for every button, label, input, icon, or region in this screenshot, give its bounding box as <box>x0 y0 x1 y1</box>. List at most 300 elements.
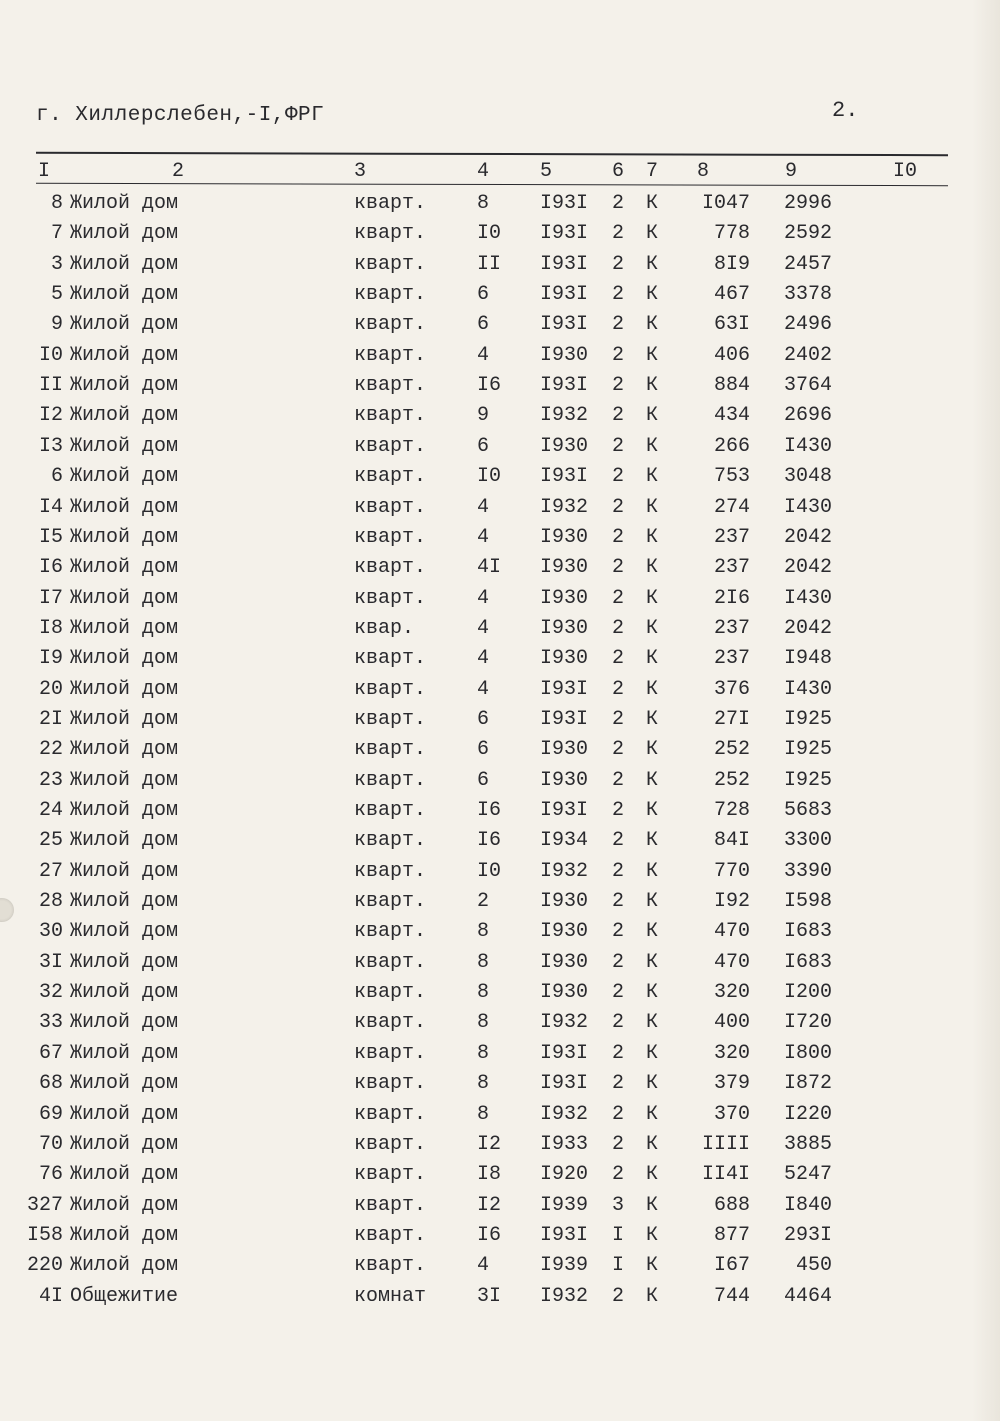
cell-building-type: Жилой дом <box>70 556 179 580</box>
cell-unit-type: кварт. <box>354 677 427 701</box>
cell-unit-type: кварт. <box>354 556 427 580</box>
cell-value: I598 <box>783 890 832 914</box>
cell-row-number: 68 <box>38 1072 63 1096</box>
cell-floors: 2 <box>612 647 625 671</box>
cell-material: К <box>646 283 659 307</box>
cell-row-number: 27 <box>38 859 63 883</box>
cell-value: 2457 <box>783 252 832 276</box>
cell-building-type: Жилой дом <box>70 920 179 944</box>
cell-building-type: Жилой дом <box>70 768 179 792</box>
cell-building-type: Жилой дом <box>70 890 179 914</box>
table-row <box>0 222 1000 252</box>
cell-year-built: I93I <box>540 313 589 337</box>
cell-year-built: I93I <box>540 707 589 731</box>
cell-unit-count: I0 <box>477 859 502 883</box>
cell-row-number: I5 <box>38 525 63 549</box>
table-row <box>0 1163 1000 1193</box>
cell-year-built: I93I <box>540 283 589 307</box>
cell-row-number: 4I <box>38 1284 63 1308</box>
cell-value: I430 <box>783 677 832 701</box>
cell-material: К <box>646 799 659 822</box>
cell-unit-count: I2 <box>477 1193 502 1217</box>
cell-row-number: 8 <box>50 192 63 215</box>
table-row <box>0 465 1000 495</box>
table-row <box>0 738 1000 768</box>
cell-value: 2042 <box>783 525 832 549</box>
cell-building-type: Жилой дом <box>70 404 179 428</box>
table-row <box>0 496 1000 526</box>
table-row <box>0 526 1000 556</box>
cell-material: К <box>646 586 659 610</box>
cell-row-number: I4 <box>38 495 63 519</box>
cell-year-built: I930 <box>540 525 589 549</box>
cell-unit-type: кварт. <box>354 1072 427 1096</box>
cell-building-type: Жилой дом <box>70 950 179 974</box>
cell-unit-count: 6 <box>477 738 490 762</box>
table-row <box>0 769 1000 799</box>
cell-unit-type: кварт. <box>354 920 427 944</box>
cell-area: 400 <box>713 1011 750 1035</box>
cell-year-built: I939 <box>540 1193 589 1217</box>
cell-building-type: Жилой дом <box>70 829 179 853</box>
cell-unit-count: 4 <box>477 647 490 671</box>
cell-unit-count: 3I <box>477 1284 502 1308</box>
cell-area: 434 <box>713 404 750 428</box>
table-row <box>0 647 1000 677</box>
cell-unit-type: кварт. <box>354 707 427 731</box>
cell-value: 2042 <box>783 556 832 580</box>
cell-year-built: I930 <box>540 768 589 792</box>
cell-row-number: 327 <box>26 1193 63 1217</box>
cell-material: К <box>646 313 659 337</box>
cell-unit-type: кварт. <box>354 890 427 914</box>
table-row <box>0 1072 1000 1102</box>
cell-year-built: I932 <box>540 1284 589 1308</box>
cell-year-built: I930 <box>540 738 589 762</box>
cell-material: К <box>646 1102 659 1126</box>
cell-building-type: Жилой дом <box>70 222 179 246</box>
table-row <box>0 344 1000 374</box>
table-row <box>0 951 1000 981</box>
cell-unit-type: кварт. <box>354 647 427 671</box>
cell-unit-count: 8 <box>477 981 490 1005</box>
cell-row-number: 28 <box>38 890 63 914</box>
cell-year-built: I93I <box>540 799 589 822</box>
cell-floors: 2 <box>612 252 625 276</box>
cell-building-type: Жилой дом <box>70 192 179 215</box>
cell-value: I430 <box>783 495 832 519</box>
cell-unit-count: 4 <box>477 525 490 549</box>
cell-unit-type: кварт. <box>354 1163 427 1187</box>
cell-building-type: Общежитие <box>70 1284 179 1308</box>
cell-value: I948 <box>783 647 832 671</box>
cell-year-built: I930 <box>540 981 589 1005</box>
table-row <box>0 1103 1000 1133</box>
column-header-row <box>0 160 1000 190</box>
cell-material: К <box>646 1132 659 1156</box>
cell-row-number: 30 <box>38 920 63 944</box>
cell-unit-type: кварт. <box>354 799 427 822</box>
cell-unit-type: кварт. <box>354 222 427 246</box>
cell-area: 753 <box>713 465 750 489</box>
cell-unit-count: 6 <box>477 283 490 307</box>
cell-floors: 2 <box>612 1284 625 1308</box>
cell-area: 237 <box>713 647 750 671</box>
cell-value: I925 <box>783 738 832 762</box>
cell-unit-type: кварт. <box>354 768 427 792</box>
cell-unit-count: 4 <box>477 1254 490 1278</box>
cell-area: 237 <box>713 616 750 640</box>
cell-area: 884 <box>713 374 750 398</box>
cell-area: 2I6 <box>713 586 750 610</box>
column-header-1: I <box>38 160 51 183</box>
cell-unit-type: кварт. <box>354 1041 427 1065</box>
cell-year-built: I930 <box>540 586 589 610</box>
cell-year-built: I939 <box>540 1254 589 1278</box>
cell-unit-type: кварт. <box>354 981 427 1005</box>
cell-value: 3048 <box>783 465 832 489</box>
cell-unit-type: кварт. <box>354 343 427 367</box>
table-row <box>0 890 1000 920</box>
cell-year-built: I930 <box>540 343 589 367</box>
cell-building-type: Жилой дом <box>70 647 179 671</box>
cell-year-built: I93I <box>540 465 589 489</box>
cell-building-type: Жилой дом <box>70 343 179 367</box>
table-row <box>0 1224 1000 1254</box>
column-header-8: 8 <box>697 160 710 183</box>
cell-year-built: I930 <box>540 434 589 458</box>
cell-material: К <box>646 981 659 1005</box>
cell-row-number: 70 <box>38 1132 63 1156</box>
cell-area: 320 <box>713 1041 750 1065</box>
cell-material: К <box>646 616 659 640</box>
cell-year-built: I932 <box>540 1011 589 1035</box>
cell-row-number: I8 <box>38 616 63 640</box>
cell-row-number: 3 <box>50 252 63 276</box>
cell-row-number: 3I <box>38 950 63 974</box>
cell-unit-count: 6 <box>477 313 490 337</box>
cell-unit-count: I2 <box>477 1132 502 1156</box>
cell-unit-count: 2 <box>477 890 490 914</box>
cell-floors: 2 <box>612 890 625 914</box>
cell-unit-count: 8 <box>477 920 490 944</box>
cell-unit-count: I0 <box>477 222 502 246</box>
cell-value: I683 <box>783 950 832 974</box>
cell-unit-type: кварт. <box>354 1011 427 1035</box>
column-header-5: 5 <box>540 160 553 183</box>
cell-material: К <box>646 1223 659 1247</box>
cell-value: 293I <box>783 1223 832 1247</box>
cell-row-number: 25 <box>38 829 63 853</box>
cell-area: 84I <box>713 829 750 853</box>
cell-floors: 2 <box>612 981 625 1005</box>
cell-row-number: 67 <box>38 1041 63 1065</box>
cell-floors: 2 <box>612 768 625 792</box>
cell-year-built: I93I <box>540 374 589 398</box>
cell-area: 688 <box>713 1193 750 1217</box>
cell-area: 252 <box>713 768 750 792</box>
cell-building-type: Жилой дом <box>70 252 179 276</box>
cell-year-built: I930 <box>540 890 589 914</box>
cell-year-built: I920 <box>540 1163 589 1187</box>
cell-year-built: I93I <box>540 192 589 215</box>
cell-unit-type: кварт. <box>354 859 427 883</box>
cell-unit-count: 4 <box>477 677 490 701</box>
cell-row-number: II <box>38 374 63 398</box>
cell-material: К <box>646 738 659 762</box>
cell-value: 3378 <box>783 283 832 307</box>
cell-floors: 2 <box>612 343 625 367</box>
table-row <box>0 1254 1000 1284</box>
cell-building-type: Жилой дом <box>70 313 179 337</box>
table-row <box>0 1042 1000 1072</box>
cell-building-type: Жилой дом <box>70 1223 179 1247</box>
cell-unit-type: кварт. <box>354 495 427 519</box>
table-row <box>0 1285 1000 1315</box>
cell-row-number: I58 <box>26 1223 63 1247</box>
cell-floors: 2 <box>612 1163 625 1187</box>
table-row <box>0 556 1000 586</box>
cell-floors: 2 <box>612 616 625 640</box>
cell-year-built: I93I <box>540 677 589 701</box>
cell-unit-count: 4I <box>477 556 502 580</box>
column-header-4: 4 <box>477 160 490 183</box>
cell-value: 2496 <box>783 313 832 337</box>
cell-floors: 2 <box>612 1011 625 1035</box>
cell-row-number: 20 <box>38 677 63 701</box>
table-row <box>0 678 1000 708</box>
cell-building-type: Жилой дом <box>70 677 179 701</box>
cell-value: 5683 <box>783 799 832 822</box>
cell-building-type: Жилой дом <box>70 799 179 822</box>
cell-unit-type: кварт. <box>354 1223 427 1247</box>
cell-area: 320 <box>713 981 750 1005</box>
page-number: 2. <box>832 98 859 123</box>
cell-area: 63I <box>713 313 750 337</box>
cell-unit-count: I6 <box>477 374 502 398</box>
cell-row-number: 24 <box>38 799 63 822</box>
cell-floors: 2 <box>612 799 625 822</box>
cell-material: К <box>646 495 659 519</box>
cell-floors: 3 <box>612 1193 625 1217</box>
cell-value: I430 <box>783 434 832 458</box>
cell-material: К <box>646 252 659 276</box>
cell-floors: 2 <box>612 556 625 580</box>
cell-building-type: Жилой дом <box>70 283 179 307</box>
table-row <box>0 435 1000 465</box>
cell-area: 252 <box>713 738 750 762</box>
cell-floors: 2 <box>612 404 625 428</box>
cell-material: К <box>646 343 659 367</box>
cell-unit-type: кварт. <box>354 465 427 489</box>
cell-value: I200 <box>783 981 832 1005</box>
cell-unit-count: 8 <box>477 1011 490 1035</box>
cell-year-built: I93I <box>540 252 589 276</box>
cell-unit-count: 6 <box>477 434 490 458</box>
cell-building-type: Жилой дом <box>70 465 179 489</box>
cell-unit-count: I8 <box>477 1163 502 1187</box>
cell-building-type: Жилой дом <box>70 374 179 398</box>
cell-value: 3390 <box>783 859 832 883</box>
cell-row-number: 23 <box>38 768 63 792</box>
cell-material: К <box>646 374 659 398</box>
cell-material: К <box>646 1072 659 1096</box>
cell-floors: I <box>612 1223 625 1247</box>
cell-year-built: I932 <box>540 1102 589 1126</box>
cell-floors: 2 <box>612 1102 625 1126</box>
cell-row-number: 22 <box>38 738 63 762</box>
cell-year-built: I93I <box>540 1072 589 1096</box>
cell-area: II4I <box>701 1163 750 1187</box>
cell-unit-count: I6 <box>477 829 502 853</box>
cell-value: 3300 <box>783 829 832 853</box>
cell-year-built: I93I <box>540 1223 589 1247</box>
cell-year-built: I930 <box>540 616 589 640</box>
cell-area: 274 <box>713 495 750 519</box>
cell-row-number: 33 <box>38 1011 63 1035</box>
table-row <box>0 860 1000 890</box>
cell-unit-type: кварт. <box>354 283 427 307</box>
cell-area: 467 <box>713 283 750 307</box>
cell-material: К <box>646 222 659 246</box>
table-row <box>0 1011 1000 1041</box>
cell-floors: 2 <box>612 738 625 762</box>
cell-building-type: Жилой дом <box>70 586 179 610</box>
table-row <box>0 1194 1000 1224</box>
cell-unit-type: квар. <box>354 616 415 640</box>
cell-building-type: Жилой дом <box>70 1041 179 1065</box>
cell-material: К <box>646 890 659 914</box>
cell-unit-count: 8 <box>477 950 490 974</box>
cell-year-built: I93I <box>540 1041 589 1065</box>
cell-area: 744 <box>713 1284 750 1308</box>
cell-building-type: Жилой дом <box>70 1163 179 1187</box>
cell-area: I047 <box>701 192 750 215</box>
cell-unit-type: кварт. <box>354 1132 427 1156</box>
cell-floors: 2 <box>612 525 625 549</box>
cell-row-number: 9 <box>50 313 63 337</box>
cell-year-built: I93I <box>540 222 589 246</box>
cell-floors: 2 <box>612 222 625 246</box>
cell-value: I840 <box>783 1193 832 1217</box>
cell-unit-type: кварт. <box>354 313 427 337</box>
cell-value: 450 <box>795 1254 832 1278</box>
cell-floors: 2 <box>612 192 625 215</box>
cell-value: I220 <box>783 1102 832 1126</box>
cell-building-type: Жилой дом <box>70 1102 179 1126</box>
cell-unit-count: 4 <box>477 495 490 519</box>
table-row <box>0 313 1000 343</box>
cell-row-number: 2I <box>38 707 63 731</box>
cell-year-built: I932 <box>540 404 589 428</box>
cell-building-type: Жилой дом <box>70 616 179 640</box>
cell-year-built: I930 <box>540 647 589 671</box>
cell-building-type: Жилой дом <box>70 981 179 1005</box>
cell-area: 778 <box>713 222 750 246</box>
cell-unit-count: 8 <box>477 1072 490 1096</box>
cell-area: 470 <box>713 920 750 944</box>
cell-floors: 2 <box>612 586 625 610</box>
cell-value: I925 <box>783 768 832 792</box>
table-row <box>0 617 1000 647</box>
cell-value: 2042 <box>783 616 832 640</box>
cell-building-type: Жилой дом <box>70 1132 179 1156</box>
cell-year-built: I934 <box>540 829 589 853</box>
cell-unit-type: кварт. <box>354 738 427 762</box>
cell-area: IIII <box>701 1132 750 1156</box>
cell-building-type: Жилой дом <box>70 707 179 731</box>
cell-value: 5247 <box>783 1163 832 1187</box>
cell-floors: 2 <box>612 465 625 489</box>
cell-material: К <box>646 1163 659 1187</box>
cell-floors: 2 <box>612 374 625 398</box>
cell-value: I925 <box>783 707 832 731</box>
cell-building-type: Жилой дом <box>70 859 179 883</box>
cell-row-number: 69 <box>38 1102 63 1126</box>
cell-unit-type: кварт. <box>354 252 427 276</box>
cell-unit-type: кварт. <box>354 192 427 215</box>
table-row <box>0 374 1000 404</box>
cell-material: К <box>646 192 659 215</box>
cell-year-built: I932 <box>540 495 589 519</box>
cell-area: I67 <box>713 1254 750 1278</box>
cell-building-type: Жилой дом <box>70 495 179 519</box>
cell-material: К <box>646 1193 659 1217</box>
cell-floors: 2 <box>612 1072 625 1096</box>
cell-unit-count: 6 <box>477 707 490 731</box>
cell-unit-count: 6 <box>477 768 490 792</box>
cell-area: 376 <box>713 677 750 701</box>
cell-area: 406 <box>713 343 750 367</box>
cell-building-type: Жилой дом <box>70 1254 179 1278</box>
cell-unit-type: кварт. <box>354 1254 427 1278</box>
cell-unit-type: кварт. <box>354 1193 427 1217</box>
cell-material: К <box>646 465 659 489</box>
cell-area: 728 <box>713 799 750 822</box>
cell-building-type: Жилой дом <box>70 1193 179 1217</box>
cell-unit-type: комнат <box>354 1284 427 1308</box>
cell-building-type: Жилой дом <box>70 1011 179 1035</box>
cell-row-number: I6 <box>38 556 63 580</box>
cell-floors: 2 <box>612 859 625 883</box>
cell-row-number: I2 <box>38 404 63 428</box>
cell-value: 2592 <box>783 222 832 246</box>
table-row <box>0 253 1000 283</box>
cell-material: К <box>646 768 659 792</box>
cell-unit-count: II <box>477 252 502 276</box>
cell-unit-count: I0 <box>477 465 502 489</box>
column-header-2: 2 <box>172 160 185 183</box>
cell-material: К <box>646 434 659 458</box>
cell-building-type: Жилой дом <box>70 525 179 549</box>
cell-row-number: I9 <box>38 647 63 671</box>
table-row <box>0 1133 1000 1163</box>
column-header-6: 6 <box>612 160 625 183</box>
cell-material: К <box>646 707 659 731</box>
cell-material: К <box>646 1254 659 1278</box>
cell-year-built: I930 <box>540 556 589 580</box>
cell-row-number: I0 <box>38 343 63 367</box>
cell-unit-count: 9 <box>477 404 490 428</box>
cell-area: 379 <box>713 1072 750 1096</box>
table-row <box>0 708 1000 738</box>
cell-floors: 2 <box>612 677 625 701</box>
cell-row-number: 220 <box>26 1254 63 1278</box>
cell-material: К <box>646 647 659 671</box>
cell-floors: I <box>612 1254 625 1278</box>
cell-unit-count: 8 <box>477 192 490 215</box>
cell-unit-count: 8 <box>477 1102 490 1126</box>
